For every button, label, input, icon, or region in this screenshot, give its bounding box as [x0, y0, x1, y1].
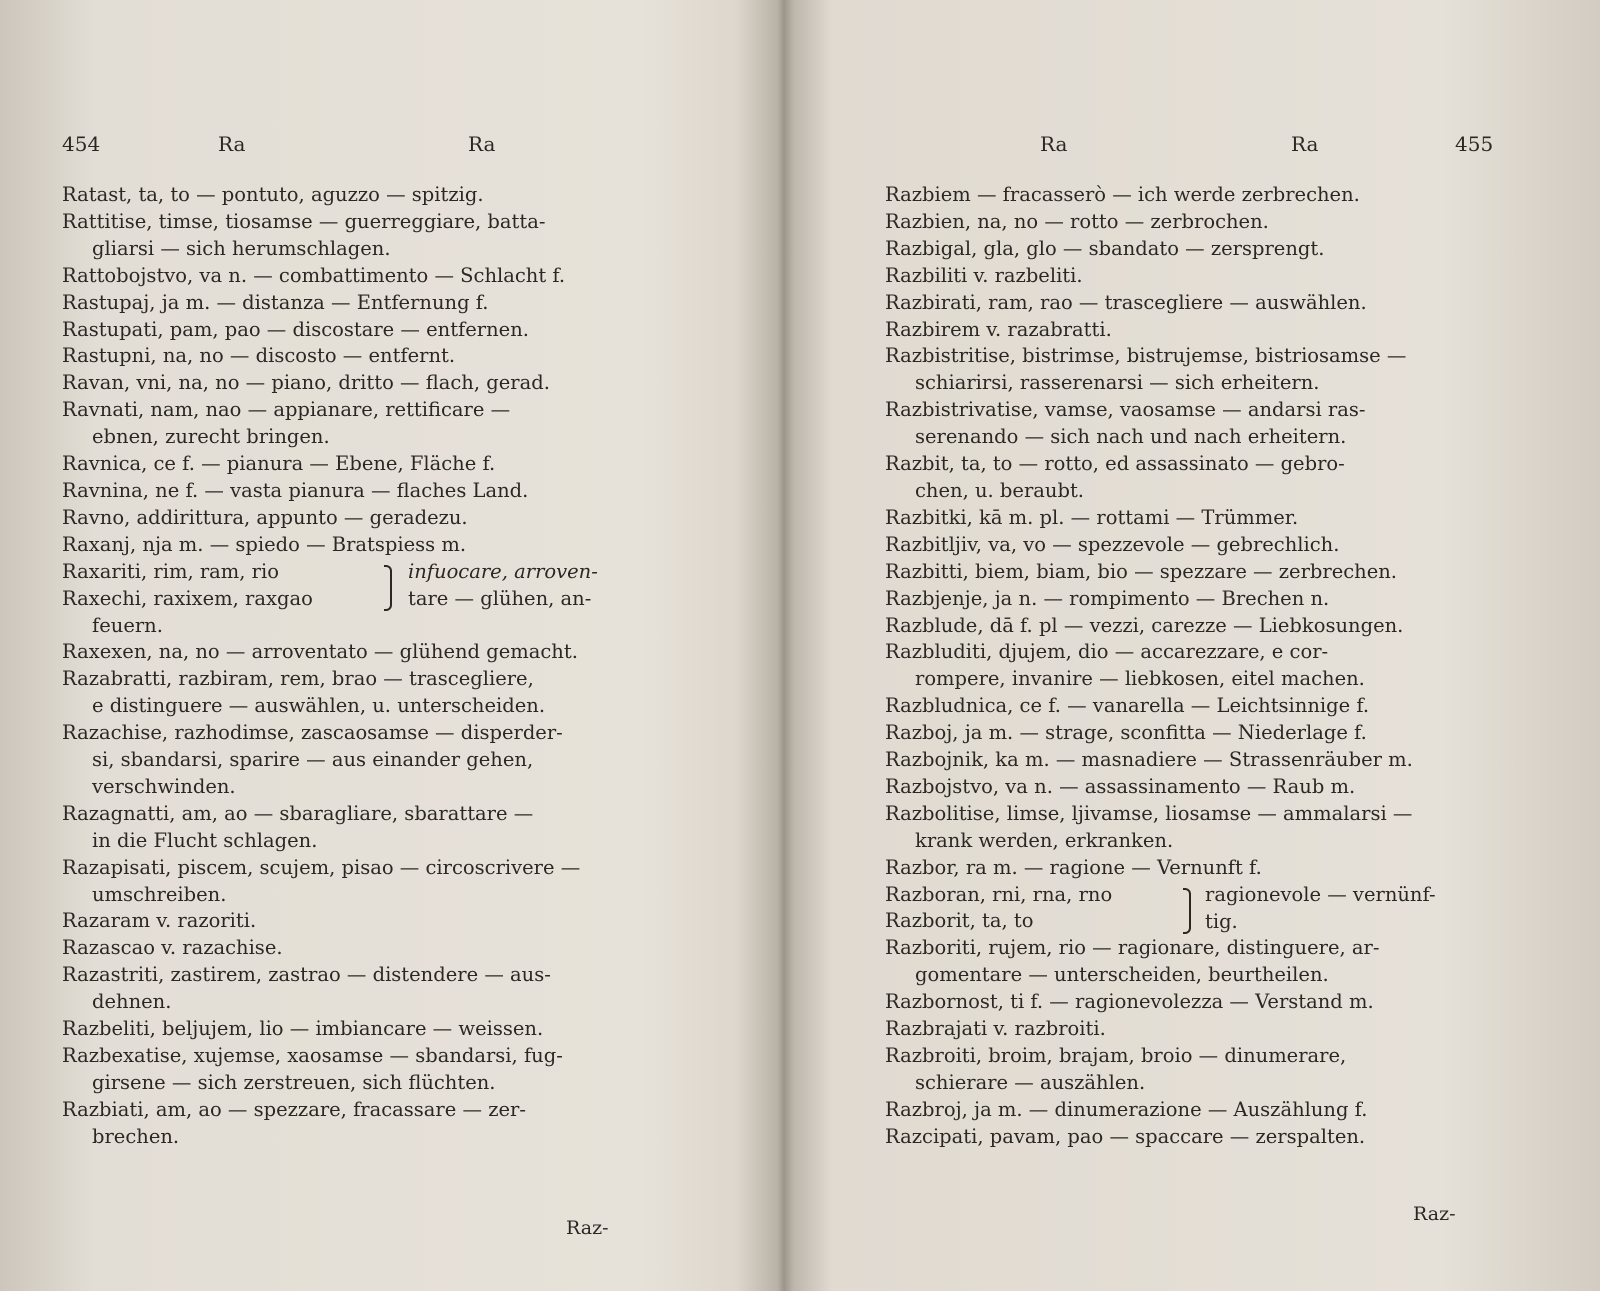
dictionary-line: Razbjenje, ja n. — rompimento — Brechen n.	[885, 586, 1330, 610]
dictionary-line: Razbojstvo, va n. — assassinamento — Raub m.	[885, 774, 1356, 798]
dictionary-line: Razbitti, biem, biam, bio — spezzare — zerbrechen.	[885, 559, 1398, 583]
dictionary-line: Razbitljiv, va, vo — spezzevole — gebrechlich.	[885, 532, 1340, 556]
dictionary-line: umschreiben.	[92, 882, 227, 906]
dictionary-line: Razbornost, ti f. — ragionevolezza — Verstand m.	[885, 990, 1374, 1014]
dictionary-line: Rastupaj, ja m. — distanza — Entfernung f.	[62, 290, 489, 314]
dictionary-line: Ravno, addirittura, appunto — geradezu.	[62, 505, 468, 529]
dictionary-line: Razabratti, razbiram, rem, brao — trascegliere,	[62, 667, 534, 691]
dictionary-line: Razborit, ta, to	[885, 909, 1034, 933]
left-page-header	[0, 132, 775, 162]
dictionary-line: Raxariti, rim, ram, rio	[62, 559, 279, 583]
brace-mark	[1183, 888, 1191, 934]
page-number-left: 454	[62, 132, 101, 156]
dictionary-line: Razbien, na, no — rotto — zerbrochen.	[885, 209, 1269, 233]
dictionary-line: Razboran, rni, rna, rno	[885, 882, 1113, 906]
dictionary-line: Razbludnica, ce f. — vanarella — Leichtsinnige f.	[885, 694, 1370, 718]
dictionary-line: Razbroiti, broim, brajam, broio — dinumerare,	[885, 1044, 1347, 1067]
dictionary-line: schiarirsi, rasserenarsi — sich erheitern.	[915, 371, 1320, 395]
bracketed-entry	[62, 559, 712, 613]
dictionary-line: Ratast, ta, to — pontuto, aguzzo — spitzig.	[62, 183, 484, 206]
dictionary-line: Razcipati, pavam, pao — spaccare — zerspalten.	[885, 1124, 1366, 1148]
dictionary-line: Razbirem v. razabratti.	[885, 317, 1112, 341]
dictionary-line: si, sbandarsi, sparire — aus einander gehen,	[92, 748, 534, 772]
dictionary-line: Ravan, vni, na, no — piano, dritto — flach, gerad.	[62, 371, 550, 395]
bracketed-entry	[885, 882, 1525, 936]
running-head-left-b: Ra	[468, 132, 496, 156]
dictionary-line: rompere, invanire — liebkosen, eitel machen.	[915, 667, 1365, 691]
right-page-entries	[783, 182, 1525, 1151]
dictionary-line: dehnen.	[92, 990, 172, 1014]
dictionary-line: Razbluditi, djujem, dio — accarezzare, e cor-	[885, 640, 1329, 664]
dictionary-line: Razbistritise, bistrimse, bistrujemse, bistriosamse —	[885, 344, 1407, 368]
dictionary-line: Razbroj, ja m. — dinumerazione — Auszählung f.	[885, 1097, 1368, 1121]
dictionary-line: gomentare — unterscheiden, beurtheilen.	[915, 963, 1329, 987]
dictionary-line: Razbrajati v. razbroiti.	[885, 1017, 1106, 1041]
dictionary-line: Razbiem — fracasserò — ich werde zerbrechen.	[885, 183, 1360, 206]
dictionary-line: Razachise, razhodimse, zascaosamse — disperder-	[62, 721, 563, 745]
running-head-right-b: Ra	[1291, 132, 1319, 156]
dictionary-line: in die Flucht schlagen.	[92, 828, 318, 852]
dictionary-line: chen, u. beraubt.	[915, 478, 1084, 502]
dictionary-line: Razastriti, zastirem, zastrao — distendere — aus-	[62, 963, 551, 987]
dictionary-line: Rattobojstvo, va n. — combattimento — Schlacht f.	[62, 263, 566, 287]
left-page	[0, 120, 775, 1251]
dictionary-line: Razbiliti v. razbeliti.	[885, 263, 1083, 287]
brace-mark	[384, 565, 392, 611]
dictionary-line: Razbistrivatise, vamse, vaosamse — andarsi ras-	[885, 398, 1366, 422]
dictionary-line: Razagnatti, am, ao — sbaragliare, sbarattare —	[62, 801, 534, 825]
left-page-entries	[0, 182, 712, 1151]
dictionary-line: Razboriti, rujem, rio — ragionare, distinguere, ar-	[885, 936, 1380, 960]
dictionary-line: Razbolitise, limse, ljivamse, liosamse — ammalarsi —	[885, 801, 1413, 825]
dictionary-line: Ravnica, ce f. — pianura — Ebene, Fläche f.	[62, 452, 496, 476]
running-head-right-a: Ra	[1040, 132, 1068, 156]
dictionary-line: serenando — sich nach und nach erheitern.	[915, 425, 1347, 449]
catchword-right: Raz-	[1413, 1203, 1456, 1225]
dictionary-line: Raxechi, raxixem, raxgao	[62, 586, 313, 610]
dictionary-line: ebnen, zurecht bringen.	[92, 425, 330, 449]
dictionary-line: Razapisati, piscem, scujem, pisao — circoscrivere —	[62, 855, 581, 879]
dictionary-line: ragionevole — vernünf-	[1205, 882, 1436, 906]
dictionary-line: brechen.	[92, 1124, 180, 1148]
dictionary-line: Razbiati, am, ao — spezzare, fracassare — zer-	[62, 1097, 526, 1121]
running-head-left-a: Ra	[218, 132, 246, 156]
dictionary-line: girsene — sich zerstreuen, sich flüchten.	[92, 1070, 496, 1094]
dictionary-line: feuern.	[92, 613, 163, 637]
dictionary-line: infuocare, arroven-	[408, 559, 598, 583]
dictionary-line: Raxanj, nja m. — spiedo — Bratspiess m.	[62, 532, 467, 556]
dictionary-line: Razbitki, kā m. pl. — rottami — Trümmer.	[885, 505, 1299, 529]
dictionary-line: verschwinden.	[92, 774, 236, 798]
dictionary-line: Rastupati, pam, pao — discostare — entfernen.	[62, 317, 529, 341]
dictionary-line: Razbirati, ram, rao — trascegliere — auswählen.	[885, 290, 1367, 314]
dictionary-line: Razbit, ta, to — rotto, ed assassinato — gebro-	[885, 452, 1345, 476]
dictionary-line: e distinguere — auswählen, u. unterscheiden.	[92, 694, 546, 718]
dictionary-line: Razbojnik, ka m. — masnadiere — Strassenräuber m.	[885, 748, 1413, 772]
dictionary-line: Razbexatise, xujemse, xaosamse — sbandarsi, fug-	[62, 1044, 563, 1067]
dictionary-line: Rastupni, na, no — discosto — entfernt.	[62, 344, 456, 368]
dictionary-line: Ravnati, nam, nao — appianare, rettificare —	[62, 398, 511, 422]
dictionary-line: Rattitise, timse, tiosamse — guerreggiare, batta-	[62, 209, 546, 233]
dictionary-line: krank werden, erkranken.	[915, 828, 1174, 852]
right-page	[783, 120, 1600, 1251]
dictionary-line: Razbeliti, beljujem, lio — imbiancare — weissen.	[62, 1017, 544, 1041]
dictionary-line: tare — glühen, an-	[408, 586, 592, 610]
catchword-left: Raz-	[566, 1217, 609, 1239]
dictionary-line: Razbor, ra m. — ragione — Vernunft f.	[885, 855, 1262, 879]
dictionary-line: Razascao v. razachise.	[62, 936, 283, 960]
dictionary-line: schierare — auszählen.	[915, 1070, 1146, 1094]
dictionary-line: Razboj, ja m. — strage, sconfitta — Niederlage f.	[885, 721, 1367, 745]
dictionary-line: Razaram v. razoriti.	[62, 909, 257, 933]
right-page-header	[783, 132, 1600, 162]
dictionary-line: Razblude, dā f. pl — vezzi, carezze — Liebkosungen.	[885, 613, 1404, 637]
page-number-right: 455	[1455, 132, 1494, 156]
dictionary-line: Ravnina, ne f. — vasta pianura — flaches Land.	[62, 478, 529, 502]
dictionary-line: tig.	[1205, 909, 1238, 933]
dictionary-line: gliarsi — sich herumschlagen.	[92, 236, 391, 260]
dictionary-line: Raxexen, na, no — arroventato — glühend gemacht.	[62, 640, 578, 664]
dictionary-line: Razbigal, gla, glo — sbandato — zersprengt.	[885, 236, 1325, 260]
